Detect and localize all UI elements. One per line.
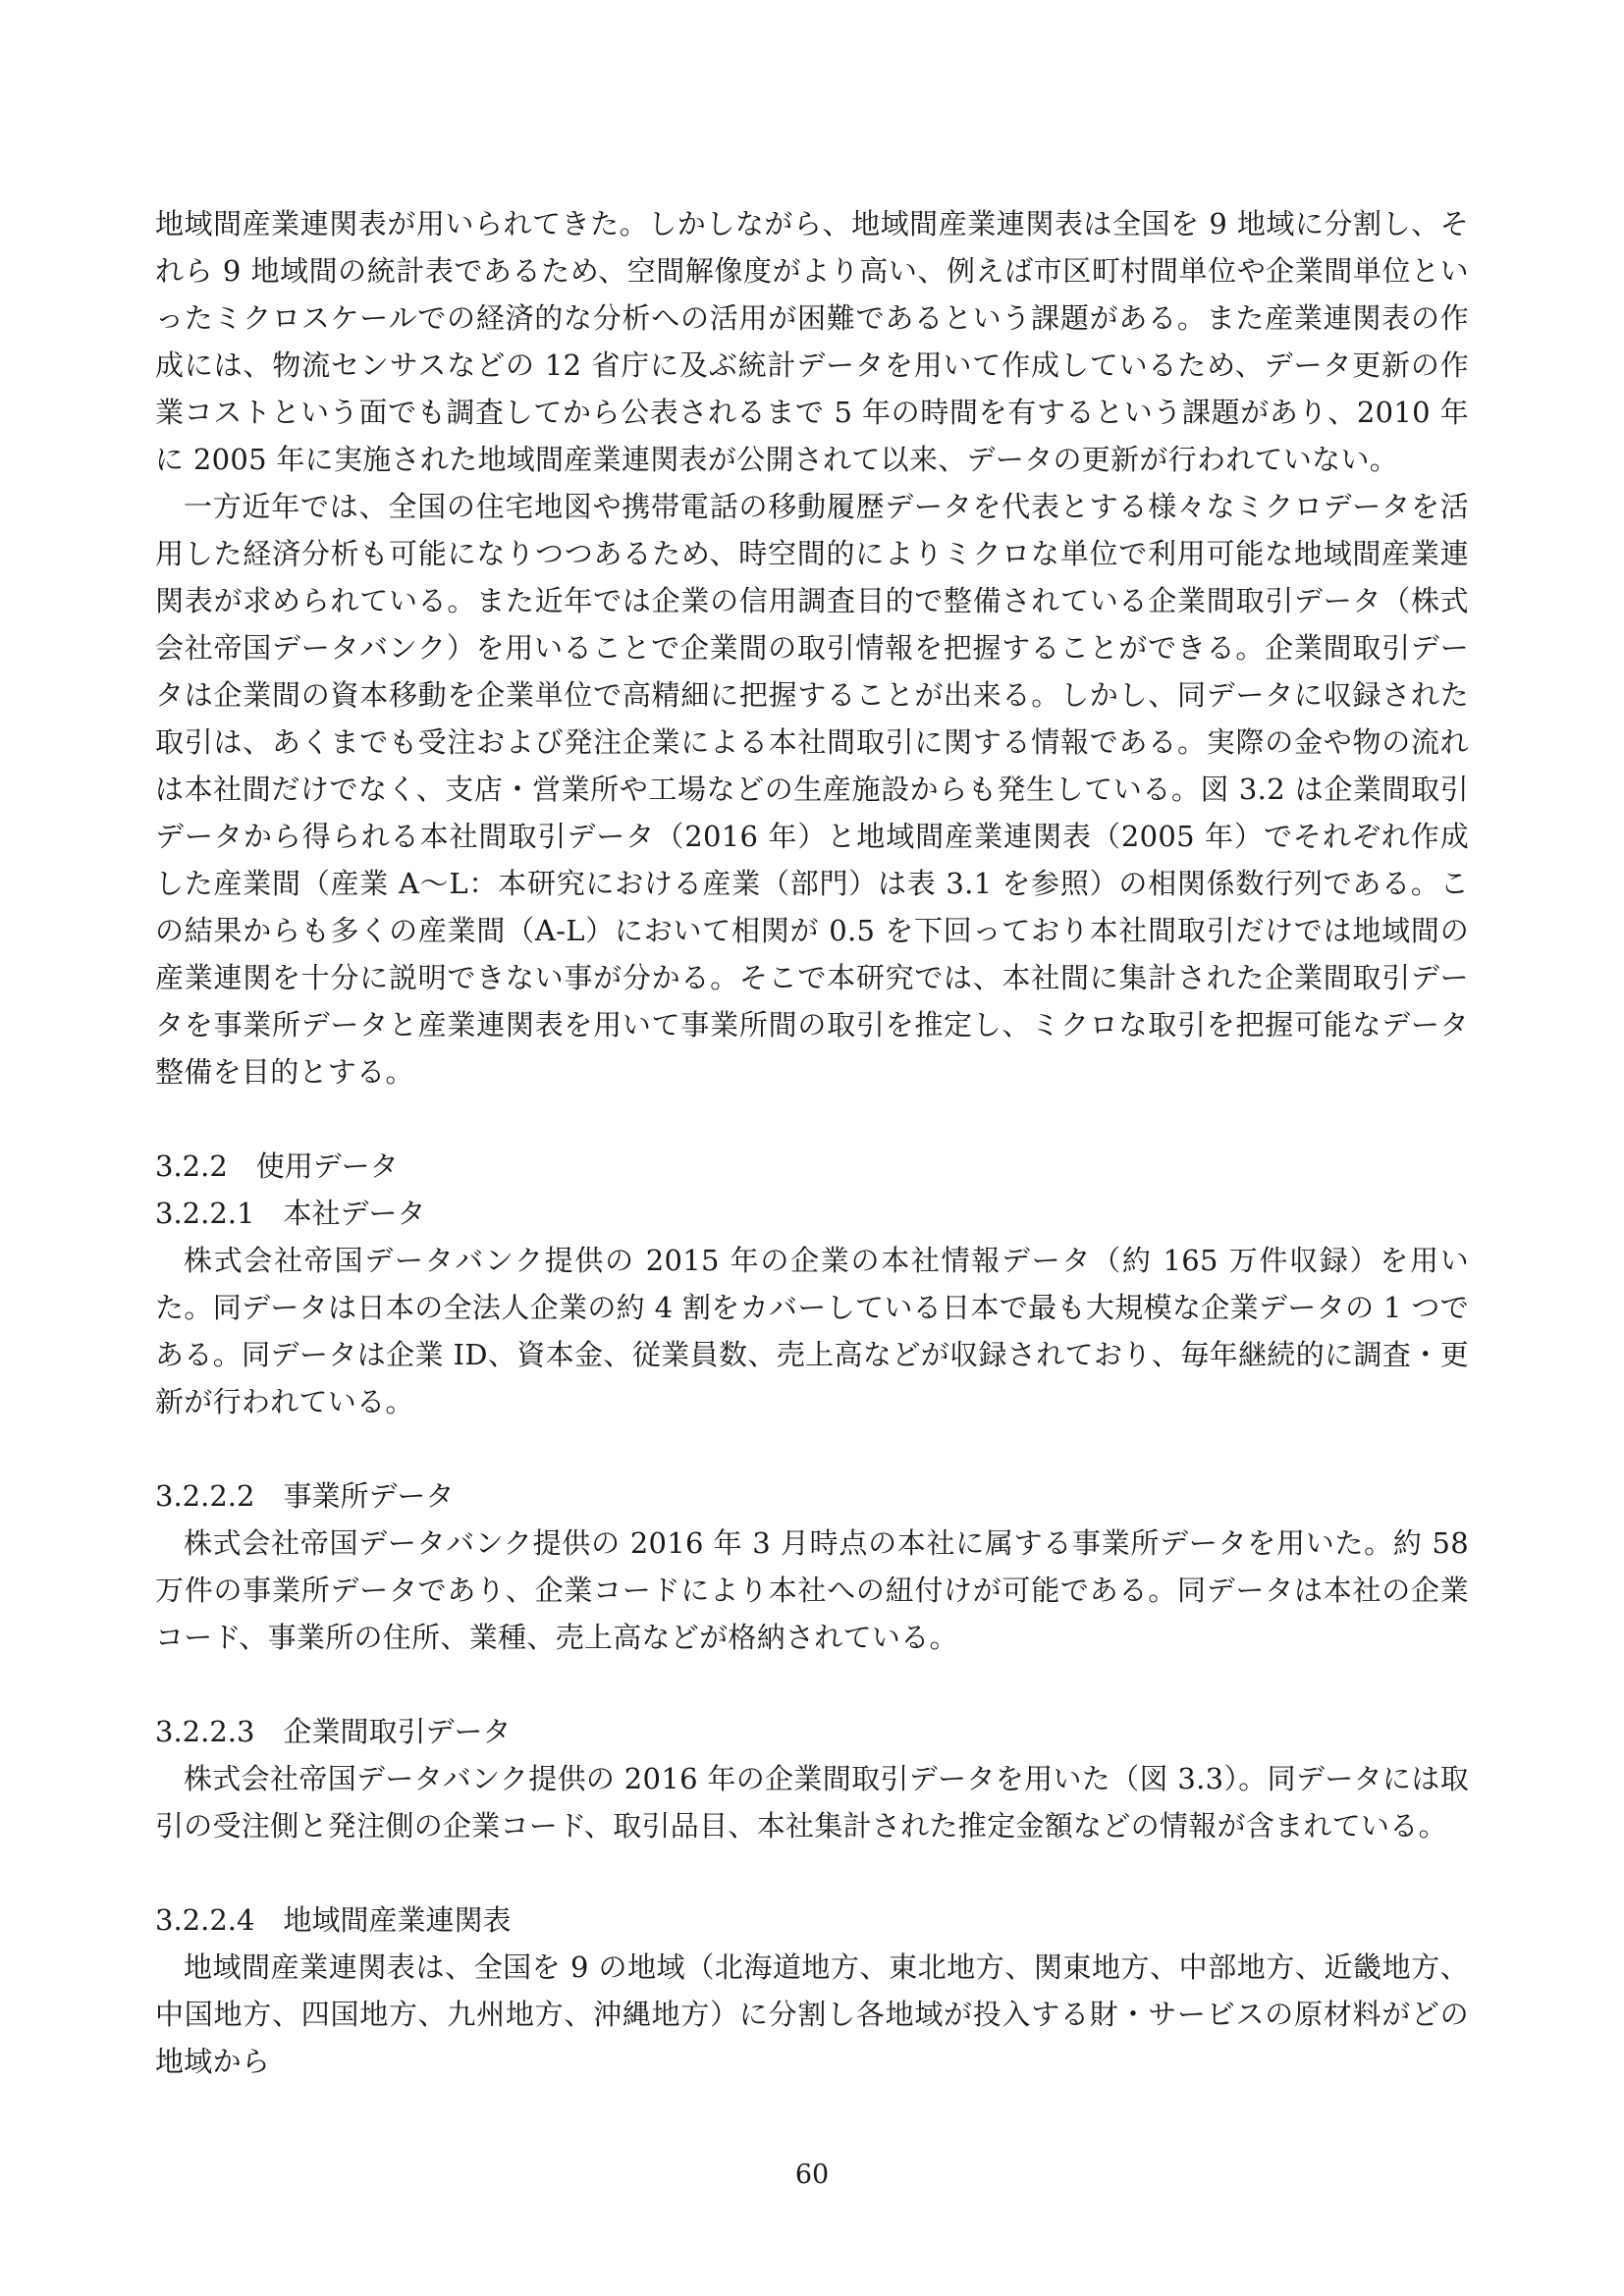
paragraph-establishment-data: 株式会社帝国データバンク提供の 2016 年 3 月時点の本社に属する事業所データを用いた。約 58 万件の事業所データであり、企業コードにより本社への紐付けが可能である。同データは本社の企業コード、事業所の住所、業種、売上高などが格納されている。 [155, 1526, 1469, 1654]
spacer [155, 1849, 1469, 1896]
section-heading-3-2-2-3: 3.2.2.3 企業間取引データ [155, 1715, 512, 1748]
section-heading-3-2-2-1: 3.2.2.1 本社データ [155, 1197, 426, 1230]
spacer [155, 1425, 1469, 1472]
section-heading-3-2-2: 3.2.2 使用データ [155, 1149, 399, 1183]
paragraph-headquarters-data: 株式会社帝国データバンク提供の 2015 年の企業の本社情報データ（約 165 万件収録）を用いた。同データは日本の全法人企業の約 4 割をカバーしている日本で最も大規模な企業データの 1 つである。同データは企業 ID、資本金、従業員数、売上高などが収録されており、毎年継続的に調査・更新が行われている。 [155, 1244, 1469, 1418]
paragraph-intro-1: 地域間産業連関表が用いられてきた。しかしながら、地域間産業連関表は全国を 9 地域に分割し、それら 9 地域間の統計表であるため、空間解像度がより高い、例えば市区町村間単位や企業間単位といったミクロスケールでの経済的な分析への活用が困難であるという課題がある。また産業連関表の作成には、物流センサスなどの 12 省庁に及ぶ統計データを用いて作成しているため、データ更新の作業コストという面でも調査してから公表されるまで 5 年の時間を有するという課題があり、2010 年に 2005 年に実施された地域間産業連関表が公開されて以来、データの更新が行われていない。 [155, 207, 1469, 476]
page-number: 60 [794, 2160, 830, 2190]
paragraph-intro-2: 一方近年では、全国の住宅地図や携帯電話の移動履歴データを代表とする様々なミクロデータを活用した経済分析も可能になりつつあるため、時空間的によりミクロな単位で利用可能な地域間産業連関表が求められている。また近年では企業の信用調査目的で整備されている企業間取引データ（株式会社帝国データバンク）を用いることで企業間の取引情報を把握することができる。企業間取引データは企業間の資本移動を企業単位で高精細に把握することが出来る。しかし、同データに収録された取引は、あくまでも受注および発注企業による本社間取引に関する情報である。実際の金や物の流れは本社間だけでなく、支店・営業所や工場などの生産施設からも発生している。図 3.2 は企業間取引データから得られる本社間取引データ（2016 年）と地域間産業連関表（2005 年）でそれぞれ作成した産業間（産業 A〜L：本研究における産業（部門）は表 3.1 を参照）の相関係数行列である。この結果からも多くの産業間（A-L）において相関が 0.5 を下回っており本社間取引だけでは地域間の産業連関を十分に説明できない事が分かる。そこで本研究では、本社間に集計された企業間取引データを事業所データと産業連関表を用いて事業所間の取引を推定し、ミクロな取引を把握可能なデータ整備を目的とする。 [155, 490, 1469, 1089]
section-heading-3-2-2-4: 3.2.2.4 地域間産業連関表 [155, 1903, 512, 1937]
paragraph-io-table: 地域間産業連関表は、全国を 9 の地域（北海道地方、東北地方、関東地方、中部地方、近畿地方、中国地方、四国地方、九州地方、沖縄地方）に分割し各地域が投入する財・サービスの原材料がどの地域から [155, 1950, 1469, 2078]
document-body [155, 200, 1469, 2085]
paragraph-transaction-data: 株式会社帝国データバンク提供の 2016 年の企業間取引データを用いた（図 3.3）。同データには取引の受注側と発注側の企業コード、取引品目、本社集計された推定金額などの情報が含まれている。 [155, 1762, 1469, 1842]
spacer [155, 1661, 1469, 1708]
spacer [155, 1095, 1469, 1143]
section-heading-3-2-2-2: 3.2.2.2 事業所データ [155, 1479, 455, 1513]
